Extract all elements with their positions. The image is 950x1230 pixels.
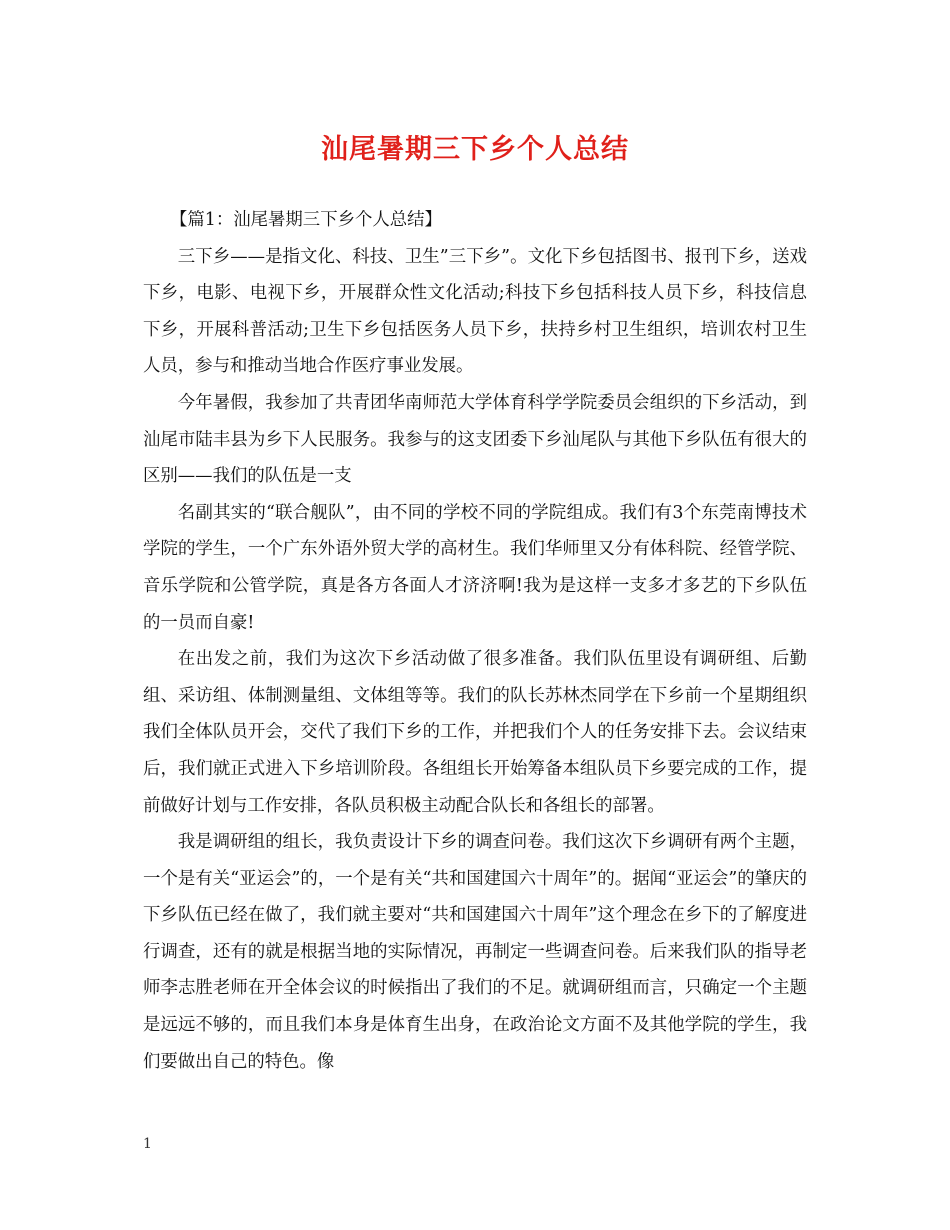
section-heading: 【篇1：汕尾暑期三下乡个人总结】: [170, 210, 442, 230]
paragraph-4: 在出发之前，我们为这次下乡活动做了很多准备。我们队伍里设有调研组、后勤组、采访组、体制测量组、文体组等等。我们的队长苏林杰同学在下乡前一个星期组织我们全体队员开会，交代了我们下乡的工作，并把我们个人的任务安排下去。会议结束后，我们就正式进入下乡培训阶段。各组组长开始筹备本组队员下乡要完成的工作，提前做好计划与工作安排，各队员积极主动配合队长和各组长的部署。: [143, 649, 807, 816]
paragraph-2: 今年暑假，我参加了共青团华南师范大学体育科学学院委员会组织的下乡活动，到汕尾市陆丰县为乡下人民服务。我参与的这支团委下乡汕尾队与其他下乡队伍有很大的区别——我们的队伍是一支: [143, 392, 807, 487]
document-body: [143, 202, 807, 1080]
document-title: 汕尾暑期三下乡个人总结: [321, 134, 629, 165]
page-number: 1: [143, 1136, 152, 1152]
paragraph-5: 我是调研组的组长，我负责设计下乡的调查问卷。我们这次下乡调研有两个主题，一个是有关“亚运会”的，一个是有关“共和国建国六十周年”的。据闻“亚运会”的肇庆的下乡队伍已经在做了，我们就主要对“共和国建国六十周年”这个理念在乡下的了解度进行调查，还有的就是根据当地的实际情况，再制定一些调查问卷。后来我们队的指导老师李志胜老师在开全体会议的时候指出了我们的不足。就调研组而言，只确定一个主题是远远不够的，而且我们本身是体育生出身，在政治论文方面不及其他学院的学生，我们要做出自己的特色。像: [143, 832, 807, 1072]
paragraph-3: 名副其实的“联合舰队”，由不同的学校不同的学院组成。我们有3个东莞南博技术学院的学生，一个广东外语外贸大学的高材生。我们华师里又分有体科院、经管学院、音乐学院和公管学院，真是各方各面人才济济啊!我为是这样一支多才多艺的下乡队伍的一员而自豪!: [143, 502, 807, 633]
paragraph-1: 三下乡——是指文化、科技、卫生”三下乡”。文化下乡包括图书、报刊下乡，送戏下乡，电影、电视下乡，开展群众性文化活动;科技下乡包括科技人员下乡，科技信息下乡，开展科普活动;卫生下乡包括医务人员下乡，扶持乡村卫生组织，培训农村卫生人员，参与和推动当地合作医疗事业发展。: [143, 246, 807, 377]
